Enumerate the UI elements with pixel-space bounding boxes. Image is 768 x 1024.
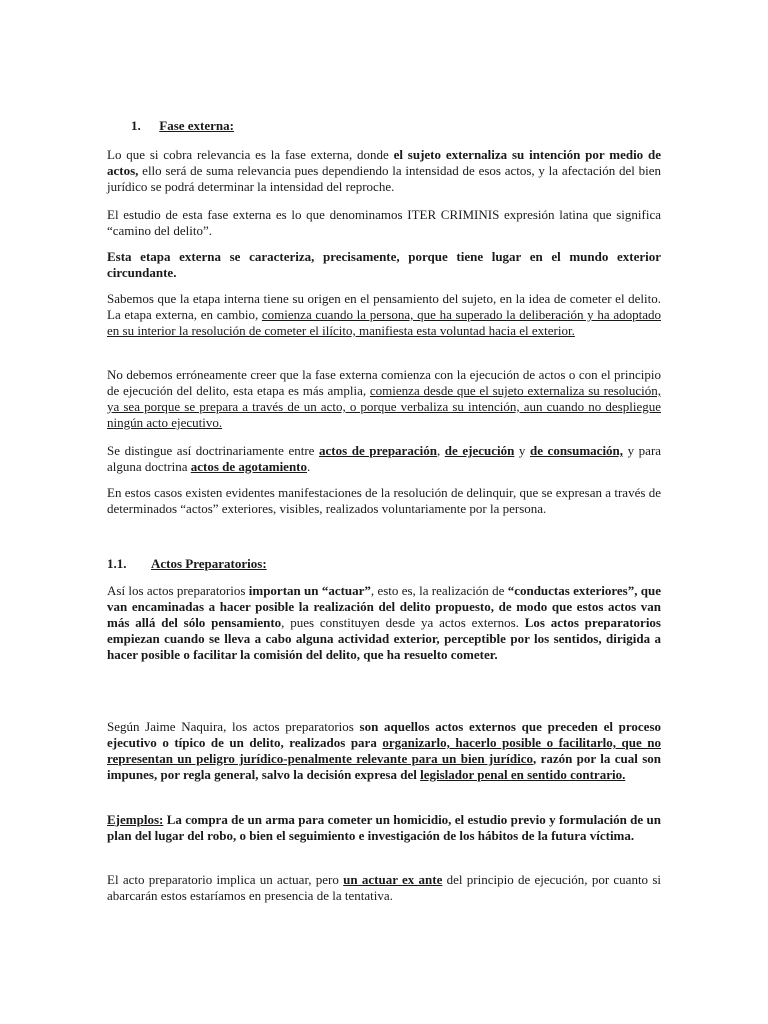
- paragraph: Según Jaime Naquira, los actos preparatorios son aquellos actos externos que preceden el proceso ejecutivo o típico de un delito, realizados para organizarlo, hacerlo posible o facilitarlo, que no representan un peligro jurídico-penalmente relevante para un bien jurídico, razón por la cual son impunes, por regla general, salvo la decisión expresa del legislador penal en sentido contrario.: [107, 719, 662, 782]
- paragraph: El acto preparatorio implica un actuar, pero un actuar ex ante del principio de ejecución, por cuanto si abarcarán estos estaríamos en presencia de la tentativa.: [107, 872, 661, 903]
- section-number: 1.1.: [107, 556, 127, 571]
- paragraph-bold: Esta etapa externa se caracteriza, precisamente, porque tiene lugar en el mundo exterior circundante.: [107, 249, 661, 280]
- examples-label: Ejemplos:: [107, 812, 164, 827]
- paragraph: Lo que si cobra relevancia es la fase externa, donde el sujeto externaliza su intención por medio de actos, ello será de suma relevancia pues dependiendo la intensidad de esos actos, y la afectación del bien jurídico se podrá determinar la intensidad del reproche.: [107, 147, 661, 194]
- section-heading-1-1: [107, 556, 267, 572]
- paragraph: En estos casos existen evidentes manifestaciones de la resolución de delinquir, que se expresan a través de determinados “actos” exteriores, visibles, realizados voluntariamente por la persona.: [107, 485, 661, 516]
- section-title: Actos Preparatorios:: [151, 556, 267, 571]
- paragraph: Se distingue así doctrinariamente entre actos de preparación, de ejecución y de consumación, y para alguna doctrina actos de agotamiento.: [107, 443, 662, 474]
- section-number: 1.: [131, 118, 141, 133]
- paragraph-bold: Ejemplos: La compra de un arma para cometer un homicidio, el estudio previo y formulación de un plan del lugar del robo, o bien el seguimiento e investigación de los hábitos de la futura víctima.: [107, 812, 661, 843]
- paragraph: No debemos erróneamente creer que la fase externa comienza con la ejecución de actos o con el principio de ejecución del delito, esta etapa es más amplia, comienza desde que el sujeto externaliza su resolución, ya sea porque se prepara a través de un acto, o porque verbaliza su intención, aun cuando no despliegue ningún acto ejecutivo.: [107, 367, 661, 430]
- section-title: Fase externa:: [159, 118, 234, 133]
- section-heading-1: [131, 118, 234, 134]
- paragraph: Sabemos que la etapa interna tiene su origen en el pensamiento del sujeto, en la idea de cometer el delito. La etapa externa, en cambio, comienza cuando la persona, que ha superado la deliberación y ha adoptado en su interior la resolución de cometer el ilícito, manifiesta esta voluntad hacia el exterior.: [107, 291, 661, 338]
- paragraph: El estudio de esta fase externa es lo que denominamos ITER CRIMINIS expresión latina que significa “camino del delito”.: [107, 207, 661, 238]
- paragraph: Así los actos preparatorios importan un “actuar”, esto es, la realización de “conductas exteriores”, que van encaminadas a hacer posible la realización del delito propuesto, de modo que estos actos van más allá del sólo pensamiento, pues constituyen desde ya actos externos. Los actos preparatorios empiezan cuando se lleva a cabo alguna actividad exterior, perceptible por los sentidos, dirigida a hacer posible o facilitar la comisión del delito, que ha resuelto cometer.: [107, 583, 662, 662]
